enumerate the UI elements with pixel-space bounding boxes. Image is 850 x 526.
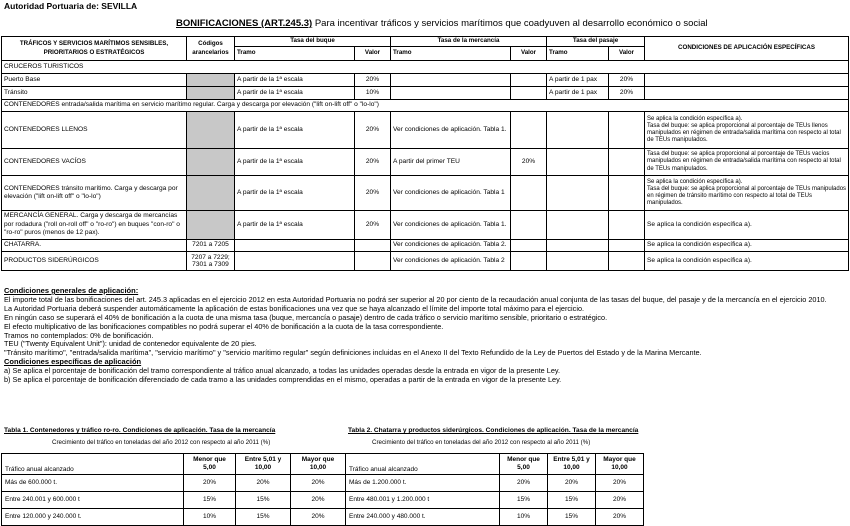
general-line: Tramos no contemplados: 0% de bonificación.	[4, 330, 154, 340]
table2-cell: 15%	[548, 492, 596, 509]
table-row	[2, 252, 849, 271]
table1-cell: 20%	[291, 509, 346, 526]
title-rest: Para incentivar tráficos y servicios marítimos que coadyuven al desarrollo económico o social	[312, 18, 708, 29]
title-bold: BONIFICACIONES (ART.245.3)	[176, 18, 313, 29]
header-pax-tramo: Tramo	[547, 47, 609, 61]
table1-cell: 20%	[291, 492, 346, 509]
codes-cell	[187, 87, 235, 100]
row-name: CHATARRA.	[2, 240, 187, 252]
bonificaciones-table	[1, 36, 849, 271]
page-title	[176, 18, 708, 29]
table1-cell: Entre 240.001 y 600.000 t	[2, 492, 184, 509]
specific-line: a) Se aplica el porcentaje de bonificación del tramo correspondiente al tráfico anual alcanzado, a todas las unidades operadas desde la entrada en vigor de la presente Ley.	[4, 366, 561, 376]
conditions-cell: Tasa del buque: se aplica proporcional al porcentaje de TEUs vacíos manipulados en régimen de entrada/salida marítima con respecto al total de TEUs manipulados.	[645, 149, 849, 176]
row-name: Tránsito	[2, 87, 187, 100]
table2-cell: 15%	[548, 509, 596, 526]
ship-valor	[355, 252, 391, 271]
pax-valor: 20%	[609, 74, 645, 87]
table2-cell: 20%	[500, 475, 548, 492]
table1	[1, 453, 346, 526]
general-line: La Autoridad Portuaria deberá suspender automáticamente la aplicación de estas bonificaciones una vez que se haya alcanzado el límite del importe total máximo para el ejercicio.	[4, 303, 585, 313]
table-row	[346, 492, 644, 509]
table-row	[2, 112, 849, 149]
section-cruceros: CRUCEROS TURISTICOS	[2, 61, 849, 74]
pax-valor	[609, 176, 645, 211]
ship-valor: 20%	[355, 74, 391, 87]
table1-cell: 15%	[236, 492, 291, 509]
table2-cell: 20%	[548, 475, 596, 492]
table1-cell: 20%	[184, 475, 236, 492]
table1-cell: 15%	[236, 509, 291, 526]
codes-cell: 7201 a 7205	[187, 240, 235, 252]
specific-conditions-heading: Condiciones específicas de aplicación	[4, 357, 142, 367]
pax-valor	[609, 240, 645, 252]
codes-cell	[187, 176, 235, 211]
table-row	[2, 240, 849, 252]
goods-valor: 20%	[511, 149, 547, 176]
ship-tramo: A partir de la 1ª escala	[235, 176, 355, 211]
header-passage: Tasa del pasaje	[547, 37, 645, 47]
goods-tramo: Ver condiciones de aplicación. Tabla 1.	[391, 211, 511, 240]
table1-col3: Mayor que 10,00	[291, 454, 346, 475]
table1-subtitle: Crecimiento del tráfico en toneladas del año 2012 con respecto al año 2011 (%)	[52, 439, 271, 446]
table2-cell: 20%	[596, 492, 644, 509]
header-goods-tramo: Tramo	[391, 47, 511, 61]
general-conditions-heading: Condiciones generales de aplicación:	[4, 286, 139, 295]
ship-valor: 20%	[355, 176, 391, 211]
pax-valor	[609, 211, 645, 240]
table1-cell: Más de 600.000 t.	[2, 475, 184, 492]
header-conditions: CONDICIONES DE APLICACIÓN ESPECÍFICAS	[645, 37, 849, 61]
goods-tramo: Ver condiciones de aplicación. Tabla 2.	[391, 240, 511, 252]
pax-tramo: A partir de 1 pax	[547, 87, 609, 100]
table-row	[2, 74, 849, 87]
goods-valor	[511, 211, 547, 240]
table1-cell: 10%	[184, 509, 236, 526]
goods-valor	[511, 252, 547, 271]
pax-tramo	[547, 211, 609, 240]
goods-tramo	[391, 74, 511, 87]
conditions-cell: Se aplica la condición específica a).	[645, 211, 849, 240]
table2-col0: Tráfico anual alcanzado	[346, 454, 500, 475]
table-row	[2, 176, 849, 211]
pax-tramo	[547, 112, 609, 149]
pax-valor	[609, 149, 645, 176]
table1-cell: 20%	[291, 475, 346, 492]
table1-caption: Tabla 1. Contenedores y tráfico ro-ro. Condiciones de aplicación. Tasa de la mercancía	[4, 427, 276, 434]
ship-tramo: A partir de la 1ª escala	[235, 74, 355, 87]
table-row	[2, 492, 346, 509]
pax-valor: 20%	[609, 87, 645, 100]
row-name: CONTENEDORES LLENOS	[2, 112, 187, 149]
table1-cell: 20%	[236, 475, 291, 492]
row-name: MERCANCÍA GENERAL. Carga y descarga de mercancías por rodadura ("roll on-roll off" o "ro-ro") en buques "con-ro" o "ro-ro" puros (menos de 12 pax).	[2, 211, 187, 240]
codes-cell	[187, 74, 235, 87]
goods-tramo: Ver condiciones de aplicación. Tabla 2	[391, 252, 511, 271]
general-line: El efecto multiplicativo de las bonificaciones compatibles no podrá superar el 40% de bonificación a la cuota de la tasa correspondiente.	[4, 321, 444, 331]
header-goods-valor: Valor	[511, 47, 547, 61]
goods-valor	[511, 87, 547, 100]
conditions-cell: Se aplica la condición específica a).	[645, 252, 849, 271]
table2-cell: 20%	[596, 509, 644, 526]
row-name: Puerto Base	[2, 74, 187, 87]
codes-cell: 7207 a 7229; 7301 a 7309	[187, 252, 235, 271]
header-goods: Tasa de la mercancía	[391, 37, 547, 47]
table2-cell: 15%	[500, 492, 548, 509]
table1-cell: Entre 120.000 y 240.000 t.	[2, 509, 184, 526]
table1-col0: Tráfico anual alcanzado	[2, 454, 184, 475]
header-ship-valor: Valor	[355, 47, 391, 61]
ship-valor	[355, 240, 391, 252]
row-name: CONTENEDORES tránsito marítimo. Carga y descarga por elevación ("lift on-lift off" o "lo-lo")	[2, 176, 187, 211]
general-line: En ningún caso se superará el 40% de bonificación a la cuota de una misma tasa (buque, mercancía o pasaje) dentro de cada tráfico o servicio marítimo sensible, prioritario o estratégico.	[4, 312, 608, 322]
goods-tramo: Ver condiciones de aplicación. Tabla 1.	[391, 112, 511, 149]
header-ship: Tasa del buque	[235, 37, 391, 47]
table2	[345, 453, 644, 526]
table2-col1: Menor que 5,00	[500, 454, 548, 475]
table1-cell: 15%	[184, 492, 236, 509]
header-codes: Códigos arancelarios	[187, 37, 235, 61]
pax-valor	[609, 252, 645, 271]
table-row	[2, 475, 346, 492]
ship-tramo: A partir de la 1ª escala	[235, 211, 355, 240]
goods-valor	[511, 240, 547, 252]
ship-valor: 20%	[355, 112, 391, 149]
header-ship-tramo: Tramo	[235, 47, 355, 61]
conditions-cell: Se aplica la condición específica a).	[645, 240, 849, 252]
table-row	[2, 87, 849, 100]
goods-tramo: Ver condiciones de aplicación. Tabla 1	[391, 176, 511, 211]
conditions-cell	[645, 87, 849, 100]
pax-tramo: A partir de 1 pax	[547, 74, 609, 87]
section-contenedores: CONTENEDORES entrada/salida marítima en servicio marítimo regular. Carga y descarga por elevación ("lift on-lift off" o "lo-lo")	[2, 100, 849, 112]
goods-tramo: A partir del primer TEU	[391, 149, 511, 176]
table2-cell: 10%	[500, 509, 548, 526]
ship-tramo: A partir de la 1ª escala	[235, 149, 355, 176]
conditions-cell: Se aplica la condición específica a). Tasa del buque: se aplica proporcional al porcentaje de TEUs llenos manipulados en régimen de entrada/salida marítima con respecto al total de TEUs manipulados.	[645, 112, 849, 149]
pax-tramo	[547, 176, 609, 211]
codes-cell	[187, 211, 235, 240]
goods-tramo	[391, 87, 511, 100]
ship-tramo: A partir de la 1ª escala	[235, 112, 355, 149]
table2-cell: Entre 240.000 y 480.000 t.	[346, 509, 500, 526]
ship-tramo	[235, 252, 355, 271]
codes-cell	[187, 149, 235, 176]
goods-valor	[511, 112, 547, 149]
specific-line: b) Se aplica el porcentaje de bonificación diferenciado de cada tramo a las unidades comprendidas en el mismo, operadas a partir de la entrada en vigor de la presente Ley.	[4, 375, 562, 385]
table2-cell: Más de 1.200.000 t.	[346, 475, 500, 492]
table-row	[2, 509, 346, 526]
goods-valor	[511, 74, 547, 87]
pax-tramo	[547, 240, 609, 252]
ship-valor: 10%	[355, 87, 391, 100]
row-name: CONTENEDORES VACÍOS	[2, 149, 187, 176]
table2-col2: Entre 5,01 y 10,00	[548, 454, 596, 475]
table1-col1: Menor que 5,00	[184, 454, 236, 475]
pax-valor	[609, 112, 645, 149]
table-row	[2, 149, 849, 176]
header-traffic: TRÁFICOS Y SERVICIOS MARÍTIMOS SENSIBLES, PRIORITARIOS O ESTRATÉGICOS	[2, 37, 187, 61]
general-conditions	[4, 287, 844, 385]
ship-tramo: A partir de la 1ª escala	[235, 87, 355, 100]
pax-tramo	[547, 252, 609, 271]
row-name: PRODUCTOS SIDERÚRGICOS	[2, 252, 187, 271]
table2-cell: 20%	[596, 475, 644, 492]
general-line: "Tránsito marítimo", "entrada/salida marítima", "servicio marítimo" y "servicio marítimo regular" según definiciones incluidas en el Anexo II del Texto Refundido de la Ley de Puertos del Estado y de la Marina Mercante.	[4, 348, 702, 358]
header-pax-valor: Valor	[609, 47, 645, 61]
conditions-cell: Se aplica la condición específica a). Tasa del buque: se aplica proporcional al porcentaje de TEUs manipulados en régimen de tránsito marítimo con respecto al total de TEUs manipulados.	[645, 176, 849, 211]
general-line: TEU ("Twenty Equivalent Unit"): unidad de contenedor equivalente de 20 pies.	[4, 339, 257, 349]
table2-cell: Entre 480.001 y 1.200.000 t	[346, 492, 500, 509]
codes-cell	[187, 112, 235, 149]
table-row	[346, 475, 644, 492]
ship-valor: 20%	[355, 211, 391, 240]
table1-col2: Entre 5,01 y 10,00	[236, 454, 291, 475]
general-line: El importe total de las bonificaciones del art. 245.3 aplicadas en el ejercicio 2012 en esta Autoridad Portuaria no podrá ser superior al 20 por ciento de la recaudación anual conjunta de las tasas del buque, del pasaje y de la mercancía en el ejercicio 2010.	[4, 294, 827, 304]
ship-tramo	[235, 240, 355, 252]
table2-caption: Tabla 2. Chatarra y productos siderúrgicos. Condiciones de aplicación. Tasa de la mercancía	[348, 427, 639, 434]
conditions-cell	[645, 74, 849, 87]
ship-valor: 20%	[355, 149, 391, 176]
table-row	[346, 509, 644, 526]
table-row	[2, 211, 849, 240]
pax-tramo	[547, 149, 609, 176]
goods-valor	[511, 176, 547, 211]
table2-subtitle: Crecimiento del tráfico en toneladas del año 2012 con respecto al año 2011 (%)	[372, 439, 591, 446]
port-authority-label: Autoridad Portuaria de: SEVILLA	[4, 1, 138, 11]
table2-col3: Mayor que 10,00	[596, 454, 644, 475]
